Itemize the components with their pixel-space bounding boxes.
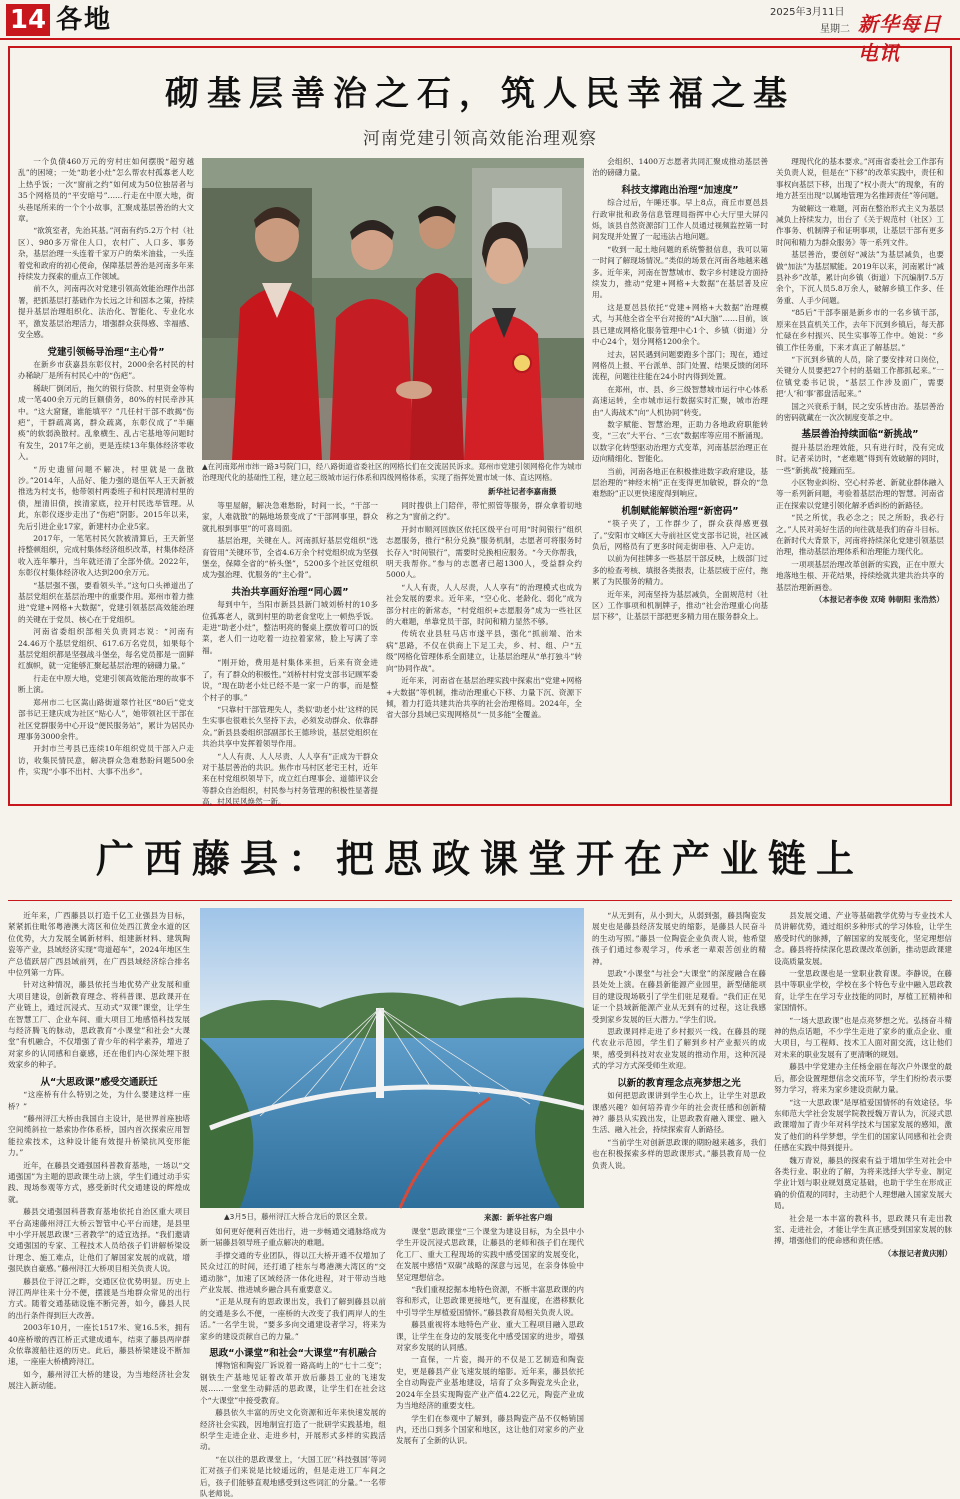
paragraph: 以前为何挂牌多一些基层干部反映，上级部门过多的检查考核、填报各类报表，让基层疲于应付，拖累了为民服务的精力。 xyxy=(592,554,768,587)
article1-photo xyxy=(202,158,584,460)
article1-subtitle: 河南党建引领高效能治理观察 xyxy=(363,129,597,149)
paragraph: 2017年，一笔笔村民欠款被清算后，王天新坚持整顿组织，完成村集体经济组织改革，村集体经济收入连年攀升，当年就还清了全部外债。2022年，东彰仪村集体经济收入达到200余万元。 xyxy=(18,534,194,578)
article1-column-5 xyxy=(776,156,944,798)
article1-byline: （本报记者李俊 双琦 韩朝阳 张浩然） xyxy=(814,595,944,605)
paragraph: 县发展交通、产业等基础教学优势与专业技术人员讲解优势，通过组织多种形式的学习体验，让学生感受时代的脉搏，了解国家的发展变化，坚定理想信念。藤县将持续深化思政课改革创新，推动思政课建设高质量发展。 xyxy=(774,911,952,966)
article2-photo xyxy=(200,908,584,1208)
article2-column-5 xyxy=(774,910,952,1376)
paragraph: “我们重视挖掘本地特色资源，不断丰富思政课的内容和形式，让思政课更接地气，更有温度，在潜移默化中引导学生厚植爱国情怀。”藤县教育局相关负责人说。 xyxy=(396,1285,584,1317)
paragraph: 思政课同样走进了乡村振兴一线。在藤县的现代农业示范园，学生们了解到乡村产业振兴的成果，感受到科技对农业发展的推动作用，这种沉浸式的学习方式深受师生欢迎。 xyxy=(592,1027,766,1071)
section-heading: 科技支撑跑出治理“加速度” xyxy=(621,184,739,196)
article2-column-4 xyxy=(592,910,766,1376)
paragraph: 开封市顺河回族区依托区级平台可用“时间银行”组织志愿服务，推行“积分兑换”服务机制，志愿者可将服务时长存入“时间银行”，需要时兑换相应服务。“今天你帮我，明天我帮你。”参与的志愿者已超1300人，受益群众约5000人。 xyxy=(386,524,582,580)
section-heading: 机制赋能解锁治理“新密码” xyxy=(621,505,739,517)
paragraph: 提升基层治理效能，只有进行时，没有完成时。记者采访时，“老难题”得到有效破解的同时，一些“新挑战”接踵而至。 xyxy=(776,442,944,475)
section-name: 各地 xyxy=(56,5,113,35)
page-number: 14 xyxy=(6,4,50,36)
paragraph: “这一大思政课”是厚植爱国情怀的有效途径。华东师范大学社会发展学院教授魏万青认为，沉浸式思政课增加了青少年对科学技术与国家发展的感知，激发了他们的科学梦想，学生们的国家认同感和社会责任感在实践中得到提升。 xyxy=(774,1097,952,1153)
paragraph: “这座桥有什么特别之处，为什么要建这样一座桥？” xyxy=(8,1090,190,1111)
paragraph: 行走在中原大地，党建引领高效能治理的故事不断上演。 xyxy=(18,673,194,695)
paragraph: 基层善治，要创好“减法”为基层减负，也要做“加法”为基层赋能。2019年以来，河南累计“减县补乡”改革，累计向乡镇（街道）下沉编制7.5万余个，下沉人员5.8万余人，破解乡镇工作多、任务重、人手少问题。 xyxy=(776,250,944,305)
paragraph: “人人有责，人人尽责，人人享有”的治理模式也成为社会发展的要求。近年来，“空心化、老龄化、弱化”成为部分村庄的新常态，“村党组织+志愿服务”成为一些社区的大难题，单靠党员干部，时间和精力显然不够。 xyxy=(386,582,582,627)
paragraph: 如何更好便利百姓出行，进一步畅通交通脉络成为新一届藤县领导班子重点解决的难题。 xyxy=(200,1227,386,1248)
paragraph: “在以往的思政课堂上，‘大国工匠’‘科技强国’等词汇对孩子们来说是比较遥远的，但是走进工厂车间之后，孩子们能够直观地感受到这些词汇的分量。”一名带队老师说。 xyxy=(200,1454,386,1498)
paragraph: 数字赋能、智慧治理，正助力各地政府职能转变，“三农”大平台、“三农”数据库等应用不断涌现。以数字化转型驱动治理方式变革，河南基层治理正在迈向精细化、智能化。 xyxy=(592,419,768,464)
paragraph: 社会是一本丰富的教科书，思政课只有走出教室、走进社会，才能让学生真正感受到国家发展的脉搏，增强他们的使命感和责任感。 xyxy=(774,1213,952,1246)
paragraph: 思政“小课堂”与社会“大课堂”的深度融合在藤县处处上演。在藤县新能源产业园里，新型储能项目的建设现场吸引了学生们驻足观看。“我们正在见证一个县域新能源产业从无到有的过程，这让我感受到家乡发展的巨大潜力。”学生们说。 xyxy=(592,969,766,1024)
paragraph: 藤县中学党建办主任杨金丽在每次户外课堂的最后，都会设置理想信念交流环节，学生们纷纷表示要努力学习，将来为家乡建设贡献力量。 xyxy=(774,1062,952,1095)
section-heading: 基层善治持续面临“新挑战” xyxy=(801,429,919,441)
paragraph: “收到一起土地问题的系统警报信息，我可以第一时间了解现场情况。”类似的场景在河南各地越来越多。近年来，河南在智慧城市、数字乡村建设方面持续发力，推动“党建+网格+大数据”在基层普及应用。 xyxy=(592,244,768,300)
article2-divider xyxy=(8,900,952,901)
volunteers-photo-illustration xyxy=(202,158,584,460)
paragraph: 每到中午，当阳市新县县新门城刘桥村的10多位孤寡老人，就到村里的助老食堂吃上一顿热乎饭。走进“助老小灶”，整洁明亮的餐桌上摆放着可口的饭菜，老人们一边吃着一边拉着家常，脸上写满了幸福。 xyxy=(202,600,378,655)
paragraph: 一堂思政课也是一堂职业教育课。李静说，在藤县中等职业学校，学校在多个特色专业中融入思政教育，让学生在学习专业技能的同时，厚植工匠精神和家国情怀。 xyxy=(774,969,952,1013)
paragraph: 近年来，河南省在基层治理实践中探索出“党建+网格+大数据”等机制，推动治理重心下移、力量下沉、资源下倾，着力打造共建共治共享的社会治理格局。2024年，全省大部分县域已实现网格员“一员多能”全覆盖。 xyxy=(386,676,582,720)
section-heading: 党建引领畅导治理“主心骨” xyxy=(47,346,165,358)
article2-column-1 xyxy=(8,910,190,1391)
paragraph: 藤县重视将本地特色产业、重大工程项目融入思政课，让学生在身边的发展变化中感受国家的进步，增强对家乡发展的认同感。 xyxy=(396,1320,584,1353)
paragraph: “民之所忧，我必念之；民之所盼，我必行之。”人民对美好生活的向往就是我们的奋斗目标。在新时代大背景下，河南将持续深化党建引领基层治理，推动基层治理体系和治理能力现代化。 xyxy=(776,513,944,557)
paragraph: 博物馆和陶瓷厂诉说着一路高屿上的“七十二变”；钢铁生产基地见证着改革开放后藤县工业的飞速发展……一堂堂生动鲜活的思政课，让学生们在社会这个“大课堂”中接受教育。 xyxy=(200,1361,386,1405)
paragraph: 郑州市二七区嵩山路街道翠竹社区“80后”党支部书记王建庆成为社区“贴心人”，她带领社区干部在社区党群服务中心开设“便民服务站”，累计为居民办理事务3000余件。 xyxy=(18,697,194,741)
paragraph: “从无到有，从小到大，从弱到强，藤县陶瓷发展史也是藤县经济发展史的缩影，是藤县人民奋斗的生动写照。”藤县一位陶瓷企业负责人说，他希望孩子们通过参观学习，传承老一辈艰苦创业的精神。 xyxy=(592,911,766,966)
paragraph: 藤县位于浔江之畔，交通区位优势明显。历史上浔江两岸往来十分不便，摆渡是当地群众常见的出行方式。随着交通基础设施不断完善，如今，藤县人民的出行条件得到巨大改善。 xyxy=(8,1276,190,1320)
paragraph: 藤县交通强国科普教育基地依托自治区重大项目平台高速藤州浔江大桥云智管中心平台而建，是县里中小学开展思政课“三者教学”的适宜选择。“我们邀请交通强国的专家、工程技术人员给孩子们讲解桥梁设计理念、施工难点，让他们了解国家发展的成就，增强民族自豪感。”藤州浔江大桥项目相关负责人说。 xyxy=(8,1207,190,1274)
paragraph: “85后”干部李丽是新乡市的一名乡镇干部，原来在县直机关工作，去年下沉到乡镇后，每天都忙碌在乡村振兴、民生实事等工作中。她说：“乡镇工作任务重，下来才真正了解基层。” xyxy=(776,308,944,352)
paragraph: “历史遗留问题不解决，村里就是一盘散沙。”2014年，人品好、能力强的退伍军人王天新被推选为村支书，他带领村两委班子和村民理清村里的债，厘清旧债，挨清家底，拉开村民选举管理。从此，东彰仪逐步走出了“伤疤”阴影。2015年以来，先后引进企业17家，新建村办企业5家。 xyxy=(18,464,194,531)
paragraph: 稀缺厂倒闭后，拖欠的银行贷款、村里资金等构成一笔400余万元的巨额债务，80%的村民牵涉其中。“这大窟窿，谁能填平？”几任村干部不敢揭“伤疤”，干群疏离离，群众疏离，东彰仪成了“半瘫痪”的软弱涣散村。乱象横生、乱占宅基地等问题时有发生，2017年之前，更是连续13年集体经济零收入。 xyxy=(18,383,194,462)
article1-photo-credit: 新华社记者李嘉南摄 xyxy=(488,487,557,496)
issue-date: 2025年3月11日 xyxy=(770,7,845,18)
article2-column-3 xyxy=(396,1226,584,1446)
paragraph: 河南省委组织部相关负责同志说：“河南有24.46万个基层党组织、617.6万名党员，如果每个基层党组织都是坚强战斗堡垒，每名党员都是一面鲜红旗帜，就一定能够汇聚起基层治理的磅礴力量。” xyxy=(18,627,194,671)
paragraph: 如何把思政课讲到学生心坎上，让学生对思政课感兴趣？如何培养青少年的社会责任感和创新精神？藤县从实践出发，让思政教育融入课堂、融入生活、融入社会，持续探索育人新路径。 xyxy=(592,1091,766,1135)
section-heading: 共治共享画好治理“同心圆” xyxy=(231,586,349,598)
paragraph: 开封市兰考县已连续10年组织党员干部入户走访，收集民情民意，解决群众急难愁盼问题500余件，实现“小事不出村、大事不出乡”。 xyxy=(18,744,194,777)
paragraph: 针对这种情况，藤县依托当地优势产业发展和重大项目建设，创新教育理念、将科普课、思政课开在产业链上，通过沉浸式、互动式“双课”课堂，让学生在智慧工厂、企业车间、重大项目工地感悟科技发展与经济腾飞的脉动，思政教育“小课堂”和社会“大课堂”有机融合，不仅增强了青少年的科学素养，增进了对家乡的认同感和自豪感，还在他们内心深处埋下报效家乡的种子。 xyxy=(8,980,190,1070)
article2-title: 广西藤县：把思政课堂开在产业链上 xyxy=(95,836,864,881)
paragraph: 近年，在藤县交通强国科普教育基地，一场以“交通强国”为主题的思政课生动上演，学生们通过动手实践、现场参观等方式，感受新时代交通建设的辉煌成就。 xyxy=(8,1160,190,1204)
paragraph: 近年来，广西藤县以打造千亿工业强县为目标，紧紧抓住毗邻粤港澳大湾区和位处西江黄金水道的区位优势，大力发展全属新材料、组建新材料、建筑陶瓷等产业，县域经济实现“弯道超车”，2024年地区生产总值跃居广西县域前列，在广西县域经济综合排名中位列第一方阵。 xyxy=(8,911,190,978)
article1-column-3 xyxy=(386,500,582,798)
paragraph: 一项项基层治理改革创新的实践，正在中原大地落地生根、开花结果，持续绘就共建共治共享的基层治理新画卷。 xyxy=(776,559,944,592)
article1-photo-caption: ▲在河南郑州市纬一路3号院门口，经八路街道省委社区的网格长们在交流居民诉求。郑州市党建引领网格化作为城市治理现代化的基础性工程，建立起三级城市运行体系和四级网格体系，实现了指挥处置市域一体、直达网格。 xyxy=(202,462,582,482)
paragraph: “人人有责、人人尽责、人人享有”正成为干群众对于基层善治的共识。焦作市马村区老宅王村，近年来在村党组织领导下，成立红白理事会、道德评议会等群众自治组织，村民参与村务管理的积极性显著提高，村风民风焕然一新。 xyxy=(202,751,378,807)
page-masthead xyxy=(0,0,960,65)
article1-column-1 xyxy=(18,156,194,798)
article2-byline: （本报记者黄庆刚） xyxy=(883,1248,952,1258)
paragraph: “欲筑室者，先治其基。”河南有约5.2万个村（社区）、980多万常住人口，农村广、人口多、事务杂，基层治理一头连着千家万户的柴米油盐，一头连着党和政府的初心使命，保障基层善治是河南多年来持续发力探索的重点工作领域。 xyxy=(18,226,194,282)
paragraph: 等里屋解，解决急难愁盼，时间一长，“干部一家，人难就散”的隔地场景变成了“干部网事里，群众就扎根到事里”的可喜局面。 xyxy=(202,501,378,533)
paragraph: 一个负债460万元的穷村庄如何摆脱“超穷越乱”的困境；一处“助老小灶”怎么帮农村孤寡老人吃上热乎饭；一次“窗前之约”如何成为50位独居者与35个网格员的“平安暗号”……行走在中原大地，街头巷尾所来的一个个小故事，汇聚成基层善治的大文章。 xyxy=(18,157,194,224)
paragraph: 手撑交通的专业团队，得以江大桥开通不仅增加了民众过江的时间，还打通了桂东与粤港澳大湾区的“交通动脉”，加速了区域经济一体化进程，对于带动当地产业发展、推进城乡融合具有重要意义。 xyxy=(200,1250,386,1295)
paragraph: “藤州浔江大桥由我国自主设计，是世界首座独塔空间缆斜拉一悬索协作体系桥，国内首次探索应用智能拉索技术，这种设计能有效提升桥梁抗风变形能力。” xyxy=(8,1113,190,1158)
paragraph: 为破解这一难题，河南在整治形式主义为基层减负上持续发力，出台了《关于规范村（社区）工作事务、机制牌子和证明事项，让基层干部有更多时间和精力为群众服务》等一系列文件。 xyxy=(776,203,944,247)
section-heading: 从“大思政课”感受交通跃迁 xyxy=(40,1076,158,1088)
paragraph: 在新乡市获嘉县东彰仪村，2000余名村民的村办稀缺厂是所有村民心中的“伤疤”。 xyxy=(18,359,194,381)
newspaper-brand: 新华每日电讯 xyxy=(858,12,942,65)
paragraph: “只靠村干部管理失人，类似‘助老小灶’这样的民生实事也很难长久坚持下去，必须发动群众、依靠群众。”新县县委组织部副部长王德珍说，基层党组织在共治共享中发挥着领导作用。 xyxy=(202,704,378,749)
paragraph: 基层治理，关键在人。河南抓好基层党组织“选育管用”关键环节，全省4.6万余个村党组织成为坚强堡垒，保障全省的“桥头堡”，5200多个社区党组织成为强治理、优服务的“主心骨”。 xyxy=(202,536,378,580)
paragraph: “下沉到乡镇的人员，除了要安排对口岗位，关键分人员要把27个村的基础工作都抓起来。”一位镇党委书记说，“基层工作涉及面广，需要把‘人’和‘事’都盘活起来。” xyxy=(776,354,944,399)
paragraph: “筷子夹了，工作群少了，群众获得感更强了。”安阳市文峰区大寺前社区党支部书记说，社区减负后，网格员有了更多时间走街串巷、入户走访。 xyxy=(592,519,768,551)
paragraph: 会组织、1400万志愿者共同汇聚成推动基层善治的磅礴力量。 xyxy=(592,157,768,178)
paragraph: 在郑州，市、县、乡三级智慧城市运行中心体系高速运转，全市城市运行数据实时汇聚，城市治理由“人海战术”向“人机协同”转变。 xyxy=(592,384,768,417)
paragraph: 小区物业纠纷、空心村养老、新就业群体融入等一系列新问题，考验着基层治理的智慧。河南省正在探索以党建引领化解矛盾纠纷的新路径。 xyxy=(776,477,944,510)
paragraph: 国之兴衰系于制，民之安乐皆由治。基层善治的密码就藏在一次次制度变革之中。 xyxy=(776,401,944,422)
paragraph: 过去，居民遇到问题要跑多个部门；现在，通过网格员上报、平台派单、部门处置、结果反馈的闭环流程，问题往往能在24小时内得到处置。 xyxy=(592,349,768,382)
paragraph: 一直保，一片瓷，揭开的不仅是工艺制造和陶瓷史，更是藤县产业飞速发展的缩影。近年来，藤县依托全自动陶瓷产业基地建设，培育了众多陶瓷龙头企业，2024年全县实现陶瓷产业产值4.22亿元，陶瓷产业成为当地经济的重要支柱。 xyxy=(396,1355,584,1411)
paragraph: 课堂”思政课堂“三个课堂为建设目标，为全县中小学生开设沉浸式思政课，让藤县的老师和孩子们在现代化工厂、重大工程现场的实践中感受国家的发展变化，在发展中感悟“双碳”战略的深意与远见，在亲身体验中坚定理想信念。 xyxy=(396,1227,584,1282)
paragraph: 理现代化的基本要求。”河南省委社会工作部有关负责人说，但是在“下移”的改革实践中，责任和事权向基层下移，出现了“权小责大”的现象，有的地方甚至出现“以属地管理为名推卸责任”等问题。 xyxy=(776,157,944,201)
paragraph: 这是夏邑县依托“党建+网格+大数据”治理模式，与其他全省全平台对接的“AI大脑”……目前，该县已建成网格化服务管理中心1个、乡镇（街道）分中心24个，划分网格1200余个。 xyxy=(592,302,768,347)
article1-title: 砌基层善治之石，筑人民幸福之基 xyxy=(165,74,795,114)
article1-column-4 xyxy=(592,156,768,798)
paragraph: 同时搜供上门陪伴，带忙照管等服务，群众拿着切地称之为“窗前之约”。 xyxy=(386,501,582,522)
section-heading: 以新的教育理念点亮梦想之光 xyxy=(617,1077,741,1089)
paragraph: “基层强不强，要看领头羊。”这句口头禅道出了基层党组织在基层治理中的重要作用。郑州市着力推进“党建+网格+大数据”，党建引领基层高效能治理的关键在于党员、核心在于党组织。 xyxy=(18,580,194,624)
paragraph: “正是从现有的思政课出发，我们了解到藤县以前的交通是多么不便，一座桥的大改变了我们两岸人的生活。”一名学生说，“要多多向交通建设者学习，将来为家乡的建设贡献自己的力量。” xyxy=(200,1297,386,1341)
section-heading: 思政“小课堂”和社会“大课堂”有机融合 xyxy=(209,1348,377,1360)
paragraph: 2003年10月，一座长1517米、宽16.5米，拥有40座桥墩的西江桥正式建成通车，结束了藤县两岸群众依靠渡船往返的历史。此后，藤县桥梁建设不断加速，一座座大桥横跨浔江。 xyxy=(8,1323,190,1367)
paragraph: “刚开始，费用是村集体来担，后来有资金进了，有了群众的积极性。”刘桥村村党支部书记顾军委说，“现在助老小灶已经不是一家一户的事，而是整个村子的事。” xyxy=(202,658,378,702)
bridge-photo-illustration xyxy=(200,908,584,1208)
article2-photo-credit: 来源：新华社客户端 xyxy=(484,1213,553,1222)
paragraph: 藤县依久丰富的历史文化资源和近年来快速发展的经济社会实践，因地制宜打造了一批研学实践基地，组织学生走进企业、走进乡村，开展形式多样的实践活动。 xyxy=(200,1408,386,1452)
paragraph: “一场大思政课”也是点亮梦想之光。弘扬奋斗精神的热点话题，不少学生走进了家乡的重点企业、重大项目，与工程师、技术工人面对面交流，这让他们对未来的职业发展有了更清晰的规划。 xyxy=(774,1015,952,1059)
paragraph: 当前，河南各地正在积极推进数字政府建设，基层治理的“神经末梢”正在变得更加敏锐，群众的“急难愁盼”正以更快速度得到响应。 xyxy=(592,466,768,499)
paragraph: 前不久，河南再次对党建引领高效能治理作出部署，把抓基层打基础作为长远之计和固本之策，持续提升基层治理组织化、法治化、智能化、专业化水平，激发基层治理活力，增强群众获得感、幸福感、安全感。 xyxy=(18,284,194,340)
paragraph: 综合过后，午睡还事。早上8点，商丘市夏邑县行政审批和政务信息管理局指挥中心大厅里大屏闪烁，该县自然资源部门工作人员通过视频监控第一时间发现并处置了一起违法占地问题。 xyxy=(592,198,768,242)
article2-photo-caption: ▲3月5日，藤州浔江大桥合龙后的景区全景。 xyxy=(224,1212,373,1221)
paragraph: 近年来，河南坚持为基层减负，全面规范村（社区）工作事项和机制牌子，推动“社会治理重心向基层下移”，让基层干部把更多精力用在服务群众上。 xyxy=(592,589,768,622)
paragraph: “当前学生对创新思政课的期盼越来越多，我们也在积极探索多样的思政课形式。”藤县教育局一位负责人说。 xyxy=(592,1137,766,1170)
paragraph: 学生们在参观中了解到，藤县陶瓷产品不仅畅销国内，还出口到多个国家和地区，这让他们对家乡的产业发展有了全新的认识。 xyxy=(396,1413,584,1446)
paragraph: 传统农业县驻马店市遂平县，强化“抓前端、治未病”思路，不仅在供商上下足工夫，乡、村、组、户“五级”网格化管理体系全面建立，让基层治理从“单打独斗”转向“协同作战”。 xyxy=(386,629,582,673)
issue-weekday: 星期二 xyxy=(820,24,850,35)
article1-column-2 xyxy=(202,500,378,807)
paragraph: 魏万青说，藤县的探索有益于增加学生对社会中各类行业、职业的了解，为将来选择大学专业、制定学业计划与职业规划奠定基础，也助于学生在形成正确的价值观的同时，主动把个人理想融入国家发展大局。 xyxy=(774,1155,952,1211)
article2-column-2 xyxy=(200,1226,386,1498)
paragraph: 如今，藤州浔江大桥的建设，为当地经济社会发展注入新动能。 xyxy=(8,1369,190,1391)
